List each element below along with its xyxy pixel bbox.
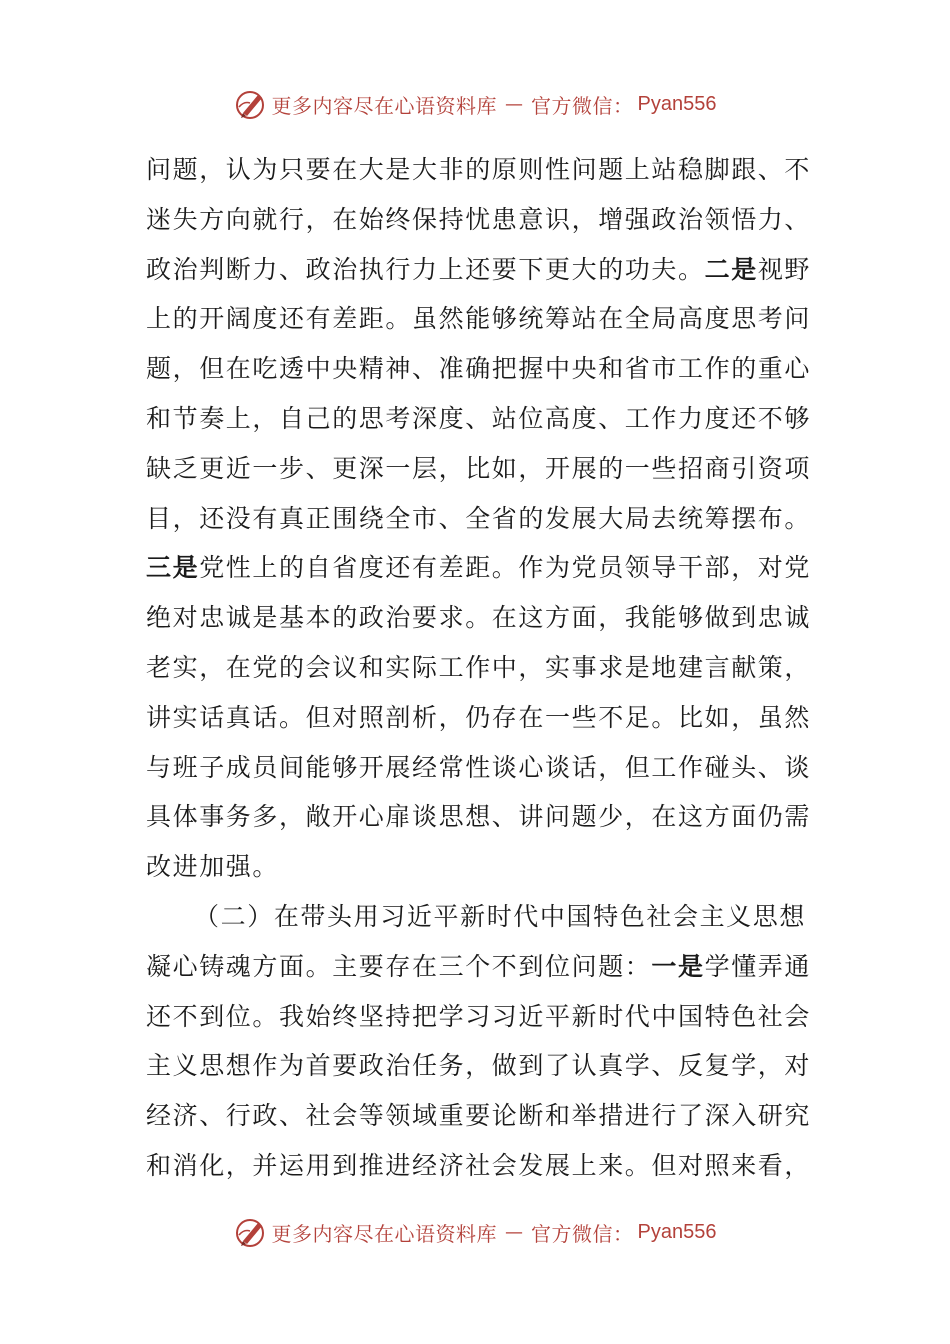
document-body <box>146 145 812 1191</box>
text-line <box>146 942 812 992</box>
text-line: 经济、行政、社会等领域重要论断和举措进行了深入研究 <box>146 1101 812 1131</box>
text-line: 与班子成员间能够开展经常性谈心谈话，但工作碰头、谈 <box>146 752 812 782</box>
banner-separator: — <box>505 93 524 115</box>
pen-logo-icon <box>234 1215 268 1249</box>
text-run: 政治判断力、政治执行力上还要下更大的功夫。 <box>146 254 705 284</box>
banner-title: 更多内容尽在心语资料库 <box>271 93 498 118</box>
text-run: 学懂弄通 <box>704 951 812 981</box>
text-line: 具体事务多，敞开心扉谈思想、讲问题少，在这方面仍需 <box>146 802 812 832</box>
text-line: 老实，在党的会议和实际工作中，实事求是地建言献策， <box>146 652 812 682</box>
text-line <box>146 245 812 295</box>
paragraph-1 <box>146 145 812 892</box>
text-line: （二）在带头用习近平新时代中国特色社会主义思想 <box>194 901 806 931</box>
text-line: 和节奏上，自己的思考深度、站位高度、工作力度还不够 <box>146 403 812 433</box>
footer-banner <box>0 1212 950 1252</box>
text-run: 凝心铸魂方面。主要存在三个不到位问题： <box>146 951 652 981</box>
bold-marker: 二是 <box>704 254 758 284</box>
text-run: 视野 <box>757 254 812 284</box>
text-line: 缺乏更近一步、更深一层，比如，开展的一些招商引资项 <box>146 453 812 483</box>
text-line: 绝对忠诚是基本的政治要求。在这方面，我能够做到忠诚 <box>146 603 812 633</box>
banner-title: 更多内容尽在心语资料库 <box>271 1221 498 1246</box>
text-line: 目，还没有真正围绕全市、全省的发展大局去统筹摆布。 <box>146 503 812 533</box>
banner-wechat-label: 官方微信： <box>531 93 634 118</box>
paragraph-2 <box>146 892 812 1191</box>
bold-marker: 一是 <box>651 951 705 981</box>
text-line <box>146 543 812 593</box>
text-line: 题，但在吃透中央精神、准确把握中央和省市工作的重心 <box>146 354 812 384</box>
text-run: 党性上的自省度还有差距。作为党员领导干部，对党 <box>199 553 812 583</box>
banner-wechat-label: 官方微信： <box>531 1221 634 1246</box>
text-line: 主义思想作为首要政治任务，做到了认真学、反复学，对 <box>146 1051 812 1081</box>
banner-separator: — <box>505 1221 524 1243</box>
text-line: 改进加强。 <box>146 852 280 882</box>
text-line: 还不到位。我始终坚持把学习习近平新时代中国特色社会 <box>146 1001 812 1031</box>
banner-wechat-id: Pyan556 <box>637 92 717 115</box>
banner-wechat-id: Pyan556 <box>637 1220 717 1243</box>
text-line: 问题，认为只要在大是大非的原则性问题上站稳脚跟、不 <box>146 155 812 184</box>
text-line: 讲实话真话。但对照剖析，仍存在一些不足。比如，虽然 <box>146 702 812 732</box>
header-banner <box>0 84 950 124</box>
text-line: 和消化，并运用到推进经济社会发展上来。但对照来看， <box>146 1150 812 1180</box>
bold-marker: 三是 <box>146 553 200 583</box>
text-line: 迷失方向就行，在始终保持忧患意识，增强政治领悟力、 <box>146 204 812 234</box>
text-line: 上的开阔度还有差距。虽然能够统筹站在全局高度思考问 <box>146 304 812 334</box>
pen-logo-icon <box>234 87 268 121</box>
